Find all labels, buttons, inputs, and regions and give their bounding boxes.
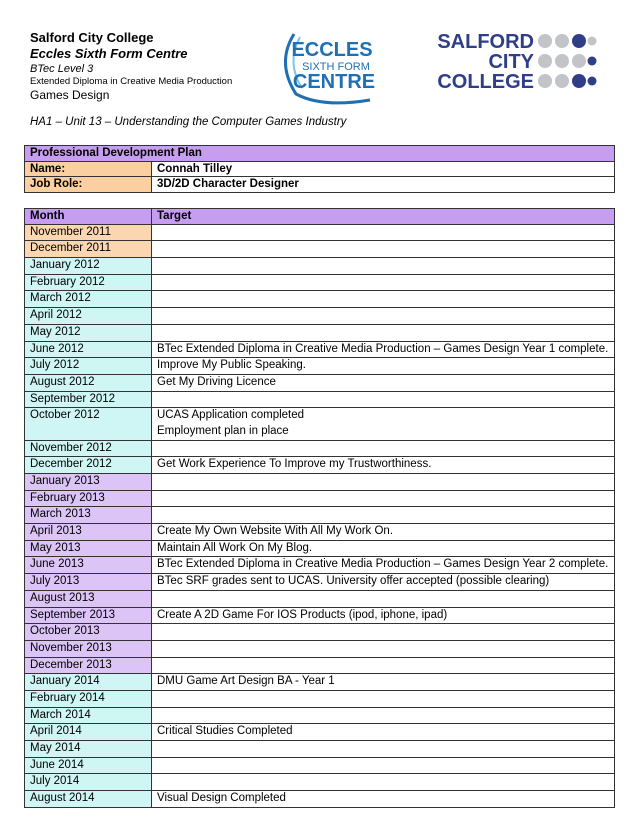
plan-row (25, 574, 615, 591)
plan-row (25, 341, 615, 358)
target-cell (152, 408, 615, 440)
target-cell (152, 224, 615, 241)
pdp-title: Professional Development Plan (25, 146, 615, 162)
target-text: BTec Extended Diploma in Creative Media Production – Games Design Year 2 complete. (157, 558, 609, 571)
target-cell (152, 258, 615, 275)
target-cell (152, 674, 615, 691)
target-text: Visual Design Completed (157, 792, 286, 805)
target-text (157, 591, 609, 607)
month-cell: May 2012 (25, 324, 152, 341)
salford-city-college-logo (432, 30, 597, 99)
dot-grid-icon (538, 34, 597, 88)
salford-logo-line1: SALFORD (437, 31, 534, 53)
target-text (157, 441, 609, 457)
job-role-value: 3D/2D Character Designer (152, 177, 615, 193)
college-name: Salford City College (30, 30, 154, 45)
month-cell: August 2014 (25, 791, 152, 808)
name-value: Connah Tilley (152, 161, 615, 177)
target-text (157, 758, 609, 774)
plan-row (25, 490, 615, 507)
target-text (157, 241, 609, 257)
plan-row (25, 540, 615, 557)
target-text: Create A 2D Game For IOS Products (ipod, iphone, ipad) (157, 608, 448, 621)
target-text (157, 708, 609, 724)
target-text: BTec Extended Diploma in Creative Media Production – Games Design Year 1 complete. (157, 342, 609, 355)
target-cell (152, 640, 615, 657)
month-cell: April 2013 (25, 524, 152, 541)
plan-row (25, 657, 615, 674)
target-text (157, 624, 609, 640)
eccles-logo-line1: ECCLES (291, 39, 373, 61)
target-text: Critical Studies Completed (157, 725, 293, 738)
document-header (30, 30, 232, 103)
target-text: Employment plan in place (157, 424, 289, 437)
plan-row (25, 791, 615, 808)
eccles-logo-line3: CENTRE (292, 71, 376, 93)
month-cell: September 2013 (25, 607, 152, 624)
plan-table (24, 208, 615, 808)
target-text: Create My Own Website With All My Work On. (157, 525, 394, 538)
unit-title: HA1 – Unit 13 – Understanding the Computer Games Industry (30, 116, 347, 128)
month-cell: July 2013 (25, 574, 152, 591)
month-cell: May 2014 (25, 741, 152, 758)
salford-logo-line2: CITY (488, 51, 534, 73)
target-text (157, 392, 609, 408)
month-cell: September 2012 (25, 391, 152, 408)
salford-logo-line3: COLLEGE (437, 71, 534, 93)
eccles-logo-line2: SIXTH FORM (302, 61, 370, 73)
plan-row (25, 674, 615, 691)
target-cell (152, 624, 615, 641)
pdp-table (24, 145, 615, 193)
plan-row (25, 724, 615, 741)
target-text: BTec SRF grades sent to UCAS. University offer accepted (possible clearing) (157, 575, 550, 588)
month-cell: January 2013 (25, 474, 152, 491)
target-cell (152, 241, 615, 258)
month-cell: June 2013 (25, 557, 152, 574)
plan-row (25, 774, 615, 791)
month-cell: January 2014 (25, 674, 152, 691)
plan-row (25, 274, 615, 291)
plan-row (25, 408, 615, 440)
target-cell (152, 507, 615, 524)
month-cell: April 2014 (25, 724, 152, 741)
plan-row (25, 258, 615, 275)
course-level: BTec Level 3 (30, 62, 94, 75)
plan-row (25, 607, 615, 624)
target-cell (152, 657, 615, 674)
month-cell: January 2012 (25, 258, 152, 275)
target-text (157, 641, 609, 657)
target-cell (152, 274, 615, 291)
target-text (157, 691, 609, 707)
target-cell (152, 391, 615, 408)
plan-row (25, 707, 615, 724)
target-cell (152, 324, 615, 341)
target-text (157, 325, 609, 341)
month-cell: November 2013 (25, 640, 152, 657)
target-text: Get Work Experience To Improve my Trustworthiness. (157, 458, 432, 471)
plan-row (25, 391, 615, 408)
plan-row (25, 324, 615, 341)
plan-row (25, 457, 615, 474)
pdp-title-row (25, 146, 615, 162)
target-text: Get My Driving Licence (157, 375, 276, 388)
target-cell (152, 791, 615, 808)
month-cell: June 2014 (25, 757, 152, 774)
target-cell (152, 457, 615, 474)
plan-row (25, 241, 615, 258)
month-cell: February 2013 (25, 490, 152, 507)
plan-row (25, 690, 615, 707)
month-cell: August 2013 (25, 590, 152, 607)
plan-row (25, 640, 615, 657)
plan-row (25, 358, 615, 375)
target-text (157, 258, 609, 274)
month-cell: October 2012 (25, 408, 152, 440)
target-text (157, 507, 609, 523)
target-cell (152, 291, 615, 308)
target-text (157, 308, 609, 324)
target-cell (152, 557, 615, 574)
course-name: Games Design (30, 88, 110, 103)
plan-row (25, 374, 615, 391)
plan-row (25, 308, 615, 325)
target-text (157, 275, 609, 291)
month-cell: November 2011 (25, 224, 152, 241)
month-cell: December 2013 (25, 657, 152, 674)
month-cell: December 2012 (25, 457, 152, 474)
plan-row (25, 557, 615, 574)
target-text (157, 774, 609, 790)
month-cell: March 2013 (25, 507, 152, 524)
target-text: DMU Game Art Design BA - Year 1 (157, 675, 335, 688)
plan-row (25, 524, 615, 541)
centre-name: Eccles Sixth Form Centre (30, 46, 188, 62)
plan-row (25, 757, 615, 774)
target-cell (152, 724, 615, 741)
target-header: Target (152, 209, 615, 225)
job-role-label: Job Role: (25, 177, 152, 193)
month-cell: May 2013 (25, 540, 152, 557)
target-cell (152, 474, 615, 491)
month-cell: April 2012 (25, 308, 152, 325)
target-cell (152, 490, 615, 507)
month-header: Month (25, 209, 152, 225)
target-cell (152, 707, 615, 724)
target-cell (152, 524, 615, 541)
target-text (157, 225, 609, 241)
plan-row (25, 741, 615, 758)
target-cell (152, 358, 615, 375)
target-cell (152, 690, 615, 707)
plan-row (25, 291, 615, 308)
target-cell (152, 741, 615, 758)
diploma-title: Extended Diploma in Creative Media Production (30, 76, 233, 88)
target-cell (152, 757, 615, 774)
target-cell (152, 774, 615, 791)
target-cell (152, 540, 615, 557)
plan-row (25, 224, 615, 241)
pdp-name-row (25, 161, 615, 177)
target-text (157, 741, 609, 757)
month-cell: December 2011 (25, 241, 152, 258)
plan-header-row (25, 209, 615, 225)
month-cell: February 2012 (25, 274, 152, 291)
plan-row (25, 474, 615, 491)
plan-row (25, 440, 615, 457)
pdp-role-row (25, 177, 615, 193)
month-cell: July 2012 (25, 358, 152, 375)
plan-row (25, 507, 615, 524)
target-cell (152, 374, 615, 391)
target-text: Improve My Public Speaking. (157, 359, 306, 372)
target-cell (152, 574, 615, 591)
plan-row (25, 590, 615, 607)
month-cell: October 2013 (25, 624, 152, 641)
target-cell (152, 590, 615, 607)
month-cell: July 2014 (25, 774, 152, 791)
month-cell: November 2012 (25, 440, 152, 457)
target-text (157, 658, 609, 674)
month-cell: March 2014 (25, 707, 152, 724)
month-cell: March 2012 (25, 291, 152, 308)
target-text: Maintain All Work On My Blog. (157, 541, 313, 554)
target-cell (152, 440, 615, 457)
target-cell (152, 607, 615, 624)
target-text: UCAS Application completed (157, 409, 305, 422)
eccles-sixth-form-logo (274, 28, 384, 111)
target-cell (152, 341, 615, 358)
target-text (157, 474, 609, 490)
month-cell: August 2012 (25, 374, 152, 391)
target-text (157, 491, 609, 507)
target-cell (152, 308, 615, 325)
target-text (157, 291, 609, 307)
plan-row (25, 624, 615, 641)
month-cell: June 2012 (25, 341, 152, 358)
month-cell: February 2014 (25, 690, 152, 707)
name-label: Name: (25, 161, 152, 177)
